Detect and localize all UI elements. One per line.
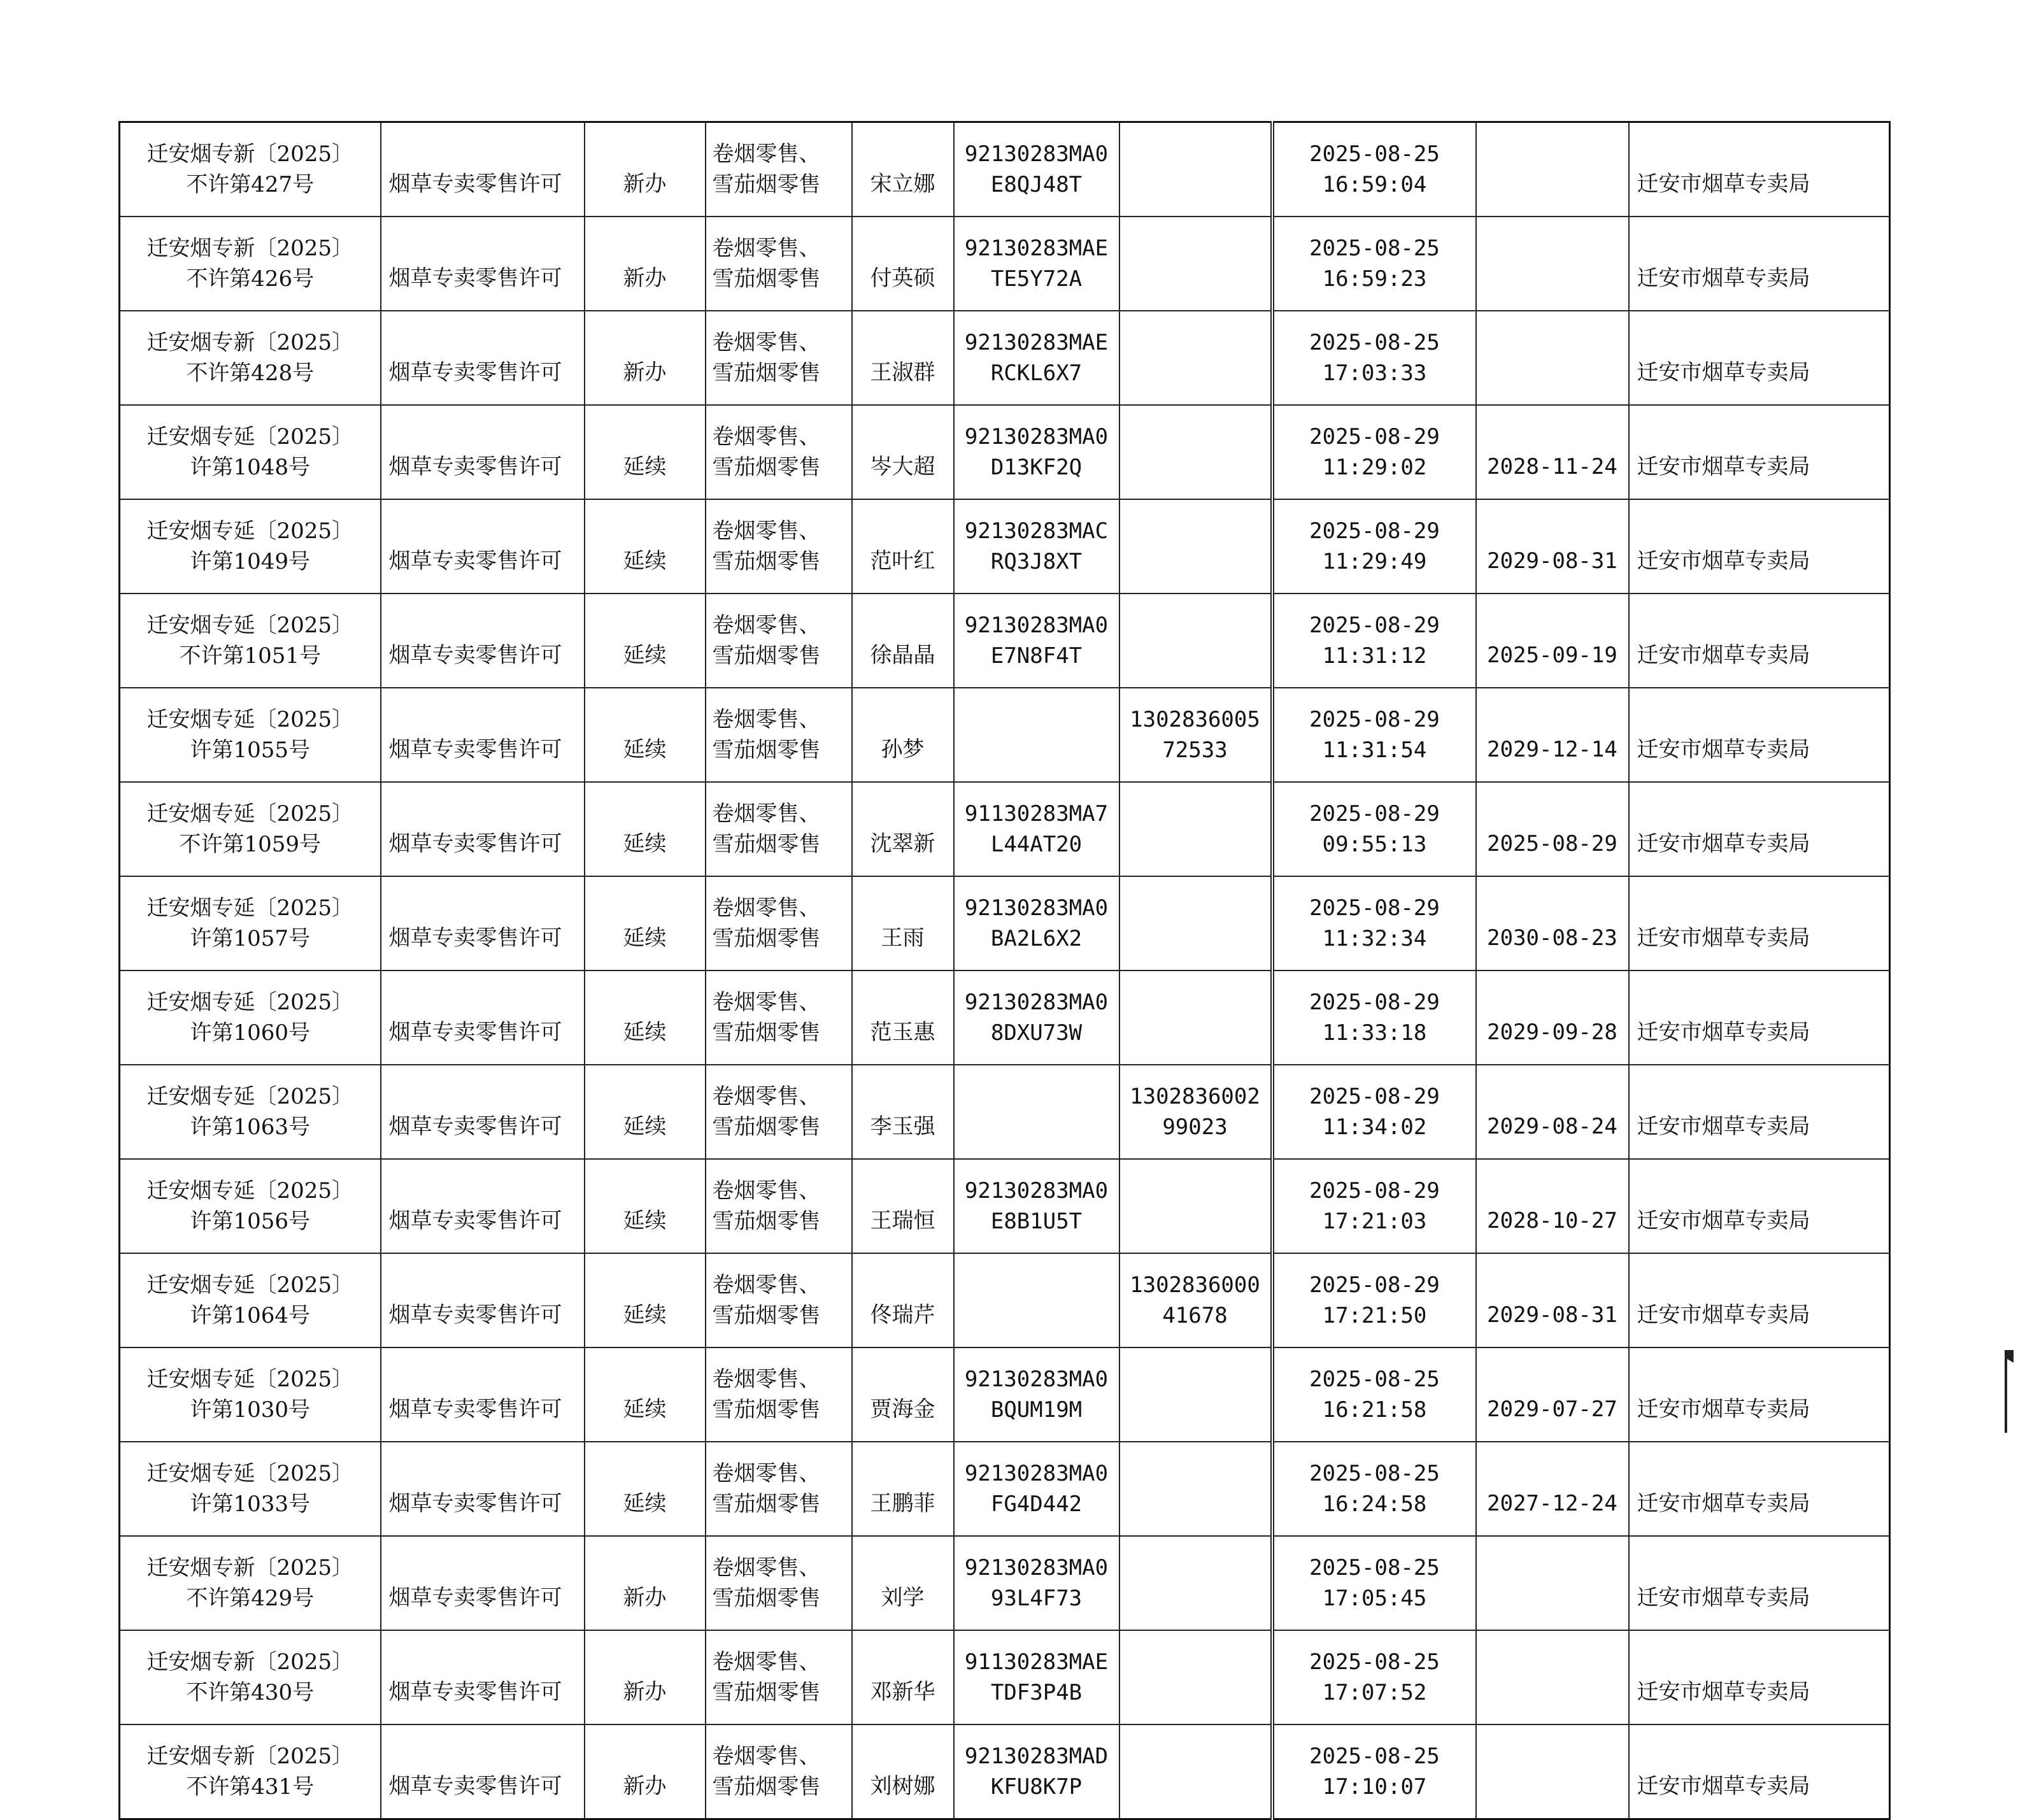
permit-type-cell: 延续 (585, 970, 706, 1065)
operator-name-cell: 王淑群 (852, 311, 954, 405)
issuing-authority-cell: 迁安市烟草专卖局 (1629, 688, 1890, 782)
license-number-cell: 迁安烟专延〔2025〕 许第1049号 (120, 499, 381, 594)
operator-name-cell: 孙梦 (852, 688, 954, 782)
decision-time-cell: 2025-08-29 11:32:34 (1272, 876, 1476, 970)
operator-name-cell: 范叶红 (852, 499, 954, 594)
decision-time-cell: 2025-08-25 17:05:45 (1272, 1536, 1476, 1630)
business-scope-cell: 卷烟零售、 雪茄烟零售 (706, 405, 852, 499)
issuing-authority-cell: 迁安市烟草专卖局 (1629, 1630, 1890, 1724)
table-row (120, 1159, 1890, 1253)
credit-code-cell: 92130283MA0 E7N8F4T (954, 594, 1119, 688)
id-number-cell: 1302836002 99023 (1119, 1065, 1272, 1159)
expiry-date-cell: 2025-09-19 (1476, 594, 1629, 688)
expiry-date-cell: 2029-08-31 (1476, 1253, 1629, 1347)
id-number-cell (1119, 217, 1272, 311)
permit-name-cell: 烟草专卖零售许可 (381, 311, 585, 405)
expiry-date-cell: 2027-12-24 (1476, 1442, 1629, 1536)
credit-code-cell: 92130283MAE TE5Y72A (954, 217, 1119, 311)
business-scope-cell: 卷烟零售、 雪茄烟零售 (706, 876, 852, 970)
issuing-authority-cell: 迁安市烟草专卖局 (1629, 122, 1890, 217)
permit-type-cell: 新办 (585, 122, 706, 217)
id-number-cell (1119, 594, 1272, 688)
permit-type-cell: 延续 (585, 1159, 706, 1253)
decision-time-cell: 2025-08-25 17:10:07 (1272, 1724, 1476, 1819)
issuing-authority-cell: 迁安市烟草专卖局 (1629, 405, 1890, 499)
operator-name-cell: 岑大超 (852, 405, 954, 499)
permit-table-container (118, 121, 1891, 1820)
table-row (120, 970, 1890, 1065)
decision-time-cell: 2025-08-25 17:07:52 (1272, 1630, 1476, 1724)
credit-code-cell: 92130283MAE RCKL6X7 (954, 311, 1119, 405)
permit-name-cell: 烟草专卖零售许可 (381, 876, 585, 970)
expiry-date-cell: 2030-08-23 (1476, 876, 1629, 970)
permit-name-cell: 烟草专卖零售许可 (381, 122, 585, 217)
issuing-authority-cell: 迁安市烟草专卖局 (1629, 782, 1890, 876)
license-number-cell: 迁安烟专新〔2025〕 不许第431号 (120, 1724, 381, 1819)
expiry-date-cell (1476, 311, 1629, 405)
operator-name-cell: 佟瑞芹 (852, 1253, 954, 1347)
id-number-cell (1119, 1536, 1272, 1630)
license-number-cell: 迁安烟专延〔2025〕 不许第1051号 (120, 594, 381, 688)
business-scope-cell: 卷烟零售、 雪茄烟零售 (706, 970, 852, 1065)
table-row (120, 1253, 1890, 1347)
table-row (120, 1724, 1890, 1819)
id-number-cell (1119, 1630, 1272, 1724)
decision-time-cell: 2025-08-29 17:21:03 (1272, 1159, 1476, 1253)
operator-name-cell: 徐晶晶 (852, 594, 954, 688)
credit-code-cell: 92130283MAC RQ3J8XT (954, 499, 1119, 594)
permit-table (118, 121, 1891, 1820)
operator-name-cell: 邓新华 (852, 1630, 954, 1724)
permit-type-cell: 新办 (585, 217, 706, 311)
issuing-authority-cell: 迁安市烟草专卖局 (1629, 1347, 1890, 1442)
expiry-date-cell: 2029-12-14 (1476, 688, 1629, 782)
decision-time-cell: 2025-08-29 11:29:49 (1272, 499, 1476, 594)
permit-type-cell: 延续 (585, 688, 706, 782)
operator-name-cell: 王鹏菲 (852, 1442, 954, 1536)
expiry-date-cell (1476, 217, 1629, 311)
license-number-cell: 迁安烟专延〔2025〕 许第1063号 (120, 1065, 381, 1159)
id-number-cell: 1302836005 72533 (1119, 688, 1272, 782)
credit-code-cell (954, 1065, 1119, 1159)
permit-name-cell: 烟草专卖零售许可 (381, 1347, 585, 1442)
permit-type-cell: 延续 (585, 1442, 706, 1536)
business-scope-cell: 卷烟零售、 雪茄烟零售 (706, 1347, 852, 1442)
table-row (120, 122, 1890, 217)
expiry-date-cell (1476, 1724, 1629, 1819)
issuing-authority-cell: 迁安市烟草专卖局 (1629, 217, 1890, 311)
business-scope-cell: 卷烟零售、 雪茄烟零售 (706, 1724, 852, 1819)
page-edge-mark (2002, 1350, 2016, 1433)
table-row (120, 1536, 1890, 1630)
credit-code-cell: 92130283MA0 D13KF2Q (954, 405, 1119, 499)
operator-name-cell: 贾海金 (852, 1347, 954, 1442)
permit-type-cell: 延续 (585, 876, 706, 970)
permit-name-cell: 烟草专卖零售许可 (381, 499, 585, 594)
permit-name-cell: 烟草专卖零售许可 (381, 405, 585, 499)
license-number-cell: 迁安烟专延〔2025〕 许第1056号 (120, 1159, 381, 1253)
decision-time-cell: 2025-08-29 11:31:12 (1272, 594, 1476, 688)
permit-type-cell: 延续 (585, 594, 706, 688)
permit-name-cell: 烟草专卖零售许可 (381, 594, 585, 688)
issuing-authority-cell: 迁安市烟草专卖局 (1629, 1253, 1890, 1347)
id-number-cell (1119, 876, 1272, 970)
operator-name-cell: 沈翠新 (852, 782, 954, 876)
expiry-date-cell: 2029-09-28 (1476, 970, 1629, 1065)
id-number-cell (1119, 970, 1272, 1065)
business-scope-cell: 卷烟零售、 雪茄烟零售 (706, 499, 852, 594)
license-number-cell: 迁安烟专延〔2025〕 许第1057号 (120, 876, 381, 970)
decision-time-cell: 2025-08-25 16:59:23 (1272, 217, 1476, 311)
credit-code-cell: 92130283MA0 FG4D442 (954, 1442, 1119, 1536)
id-number-cell (1119, 1347, 1272, 1442)
permit-type-cell: 新办 (585, 1630, 706, 1724)
expiry-date-cell (1476, 1536, 1629, 1630)
expiry-date-cell (1476, 1630, 1629, 1724)
license-number-cell: 迁安烟专新〔2025〕 不许第428号 (120, 311, 381, 405)
license-number-cell: 迁安烟专延〔2025〕 许第1033号 (120, 1442, 381, 1536)
permit-table-body (120, 122, 1890, 1819)
issuing-authority-cell: 迁安市烟草专卖局 (1629, 499, 1890, 594)
permit-name-cell: 烟草专卖零售许可 (381, 970, 585, 1065)
decision-time-cell: 2025-08-25 16:24:58 (1272, 1442, 1476, 1536)
issuing-authority-cell: 迁安市烟草专卖局 (1629, 876, 1890, 970)
operator-name-cell: 范玉惠 (852, 970, 954, 1065)
issuing-authority-cell: 迁安市烟草专卖局 (1629, 311, 1890, 405)
business-scope-cell: 卷烟零售、 雪茄烟零售 (706, 311, 852, 405)
license-number-cell: 迁安烟专延〔2025〕 许第1064号 (120, 1253, 381, 1347)
decision-time-cell: 2025-08-29 11:29:02 (1272, 405, 1476, 499)
id-number-cell (1119, 782, 1272, 876)
license-number-cell: 迁安烟专延〔2025〕 许第1060号 (120, 970, 381, 1065)
id-number-cell (1119, 1724, 1272, 1819)
business-scope-cell: 卷烟零售、 雪茄烟零售 (706, 688, 852, 782)
permit-type-cell: 新办 (585, 1536, 706, 1630)
operator-name-cell: 王雨 (852, 876, 954, 970)
operator-name-cell: 付英硕 (852, 217, 954, 311)
table-row (120, 499, 1890, 594)
credit-code-cell: 91130283MAE TDF3P4B (954, 1630, 1119, 1724)
decision-time-cell: 2025-08-29 17:21:50 (1272, 1253, 1476, 1347)
business-scope-cell: 卷烟零售、 雪茄烟零售 (706, 1536, 852, 1630)
business-scope-cell: 卷烟零售、 雪茄烟零售 (706, 1159, 852, 1253)
table-row (120, 1347, 1890, 1442)
permit-name-cell: 烟草专卖零售许可 (381, 782, 585, 876)
permit-type-cell: 延续 (585, 499, 706, 594)
license-number-cell: 迁安烟专延〔2025〕 许第1030号 (120, 1347, 381, 1442)
operator-name-cell: 刘学 (852, 1536, 954, 1630)
license-number-cell: 迁安烟专新〔2025〕 不许第427号 (120, 122, 381, 217)
expiry-date-cell: 2025-08-29 (1476, 782, 1629, 876)
table-row (120, 217, 1890, 311)
table-row (120, 876, 1890, 970)
permit-name-cell: 烟草专卖零售许可 (381, 1442, 585, 1536)
business-scope-cell: 卷烟零售、 雪茄烟零售 (706, 1253, 852, 1347)
permit-name-cell: 烟草专卖零售许可 (381, 1630, 585, 1724)
credit-code-cell: 92130283MA0 BQUM19M (954, 1347, 1119, 1442)
id-number-cell (1119, 122, 1272, 217)
permit-type-cell: 延续 (585, 1347, 706, 1442)
id-number-cell (1119, 405, 1272, 499)
issuing-authority-cell: 迁安市烟草专卖局 (1629, 970, 1890, 1065)
issuing-authority-cell: 迁安市烟草专卖局 (1629, 1442, 1890, 1536)
issuing-authority-cell: 迁安市烟草专卖局 (1629, 1065, 1890, 1159)
id-number-cell (1119, 311, 1272, 405)
issuing-authority-cell: 迁安市烟草专卖局 (1629, 1159, 1890, 1253)
expiry-date-cell: 2028-11-24 (1476, 405, 1629, 499)
permit-type-cell: 延续 (585, 1065, 706, 1159)
expiry-date-cell: 2029-07-27 (1476, 1347, 1629, 1442)
permit-type-cell: 延续 (585, 782, 706, 876)
operator-name-cell: 李玉强 (852, 1065, 954, 1159)
license-number-cell: 迁安烟专新〔2025〕 不许第430号 (120, 1630, 381, 1724)
credit-code-cell (954, 688, 1119, 782)
business-scope-cell: 卷烟零售、 雪茄烟零售 (706, 782, 852, 876)
table-row (120, 1442, 1890, 1536)
issuing-authority-cell: 迁安市烟草专卖局 (1629, 594, 1890, 688)
decision-time-cell: 2025-08-29 11:34:02 (1272, 1065, 1476, 1159)
permit-type-cell: 新办 (585, 1724, 706, 1819)
table-row (120, 1065, 1890, 1159)
permit-type-cell: 延续 (585, 405, 706, 499)
license-number-cell: 迁安烟专延〔2025〕 不许第1059号 (120, 782, 381, 876)
expiry-date-cell: 2029-08-31 (1476, 499, 1629, 594)
id-number-cell (1119, 1442, 1272, 1536)
operator-name-cell: 宋立娜 (852, 122, 954, 217)
decision-time-cell: 2025-08-29 11:33:18 (1272, 970, 1476, 1065)
decision-time-cell: 2025-08-25 16:21:58 (1272, 1347, 1476, 1442)
id-number-cell (1119, 1159, 1272, 1253)
business-scope-cell: 卷烟零售、 雪茄烟零售 (706, 1065, 852, 1159)
credit-code-cell: 92130283MA0 8DXU73W (954, 970, 1119, 1065)
decision-time-cell: 2025-08-29 09:55:13 (1272, 782, 1476, 876)
permit-name-cell: 烟草专卖零售许可 (381, 217, 585, 311)
table-row (120, 405, 1890, 499)
table-row (120, 1630, 1890, 1724)
table-row (120, 594, 1890, 688)
business-scope-cell: 卷烟零售、 雪茄烟零售 (706, 1442, 852, 1536)
license-number-cell: 迁安烟专延〔2025〕 许第1048号 (120, 405, 381, 499)
operator-name-cell: 刘树娜 (852, 1724, 954, 1819)
id-number-cell (1119, 499, 1272, 594)
table-row (120, 782, 1890, 876)
table-row (120, 688, 1890, 782)
permit-name-cell: 烟草专卖零售许可 (381, 1253, 585, 1347)
credit-code-cell: 91130283MA7 L44AT20 (954, 782, 1119, 876)
business-scope-cell: 卷烟零售、 雪茄烟零售 (706, 1630, 852, 1724)
license-number-cell: 迁安烟专延〔2025〕 许第1055号 (120, 688, 381, 782)
permit-name-cell: 烟草专卖零售许可 (381, 1065, 585, 1159)
expiry-date-cell: 2028-10-27 (1476, 1159, 1629, 1253)
permit-name-cell: 烟草专卖零售许可 (381, 1536, 585, 1630)
operator-name-cell: 王瑞恒 (852, 1159, 954, 1253)
issuing-authority-cell: 迁安市烟草专卖局 (1629, 1536, 1890, 1630)
license-number-cell: 迁安烟专新〔2025〕 不许第429号 (120, 1536, 381, 1630)
credit-code-cell (954, 1253, 1119, 1347)
credit-code-cell: 92130283MA0 BA2L6X2 (954, 876, 1119, 970)
credit-code-cell: 92130283MA0 E8B1U5T (954, 1159, 1119, 1253)
issuing-authority-cell: 迁安市烟草专卖局 (1629, 1724, 1890, 1819)
business-scope-cell: 卷烟零售、 雪茄烟零售 (706, 594, 852, 688)
id-number-cell: 1302836000 41678 (1119, 1253, 1272, 1347)
expiry-date-cell: 2029-08-24 (1476, 1065, 1629, 1159)
business-scope-cell: 卷烟零售、 雪茄烟零售 (706, 122, 852, 217)
permit-name-cell: 烟草专卖零售许可 (381, 688, 585, 782)
credit-code-cell: 92130283MA0 E8QJ48T (954, 122, 1119, 217)
credit-code-cell: 92130283MAD KFU8K7P (954, 1724, 1119, 1819)
expiry-date-cell (1476, 122, 1629, 217)
license-number-cell: 迁安烟专新〔2025〕 不许第426号 (120, 217, 381, 311)
permit-type-cell: 延续 (585, 1253, 706, 1347)
business-scope-cell: 卷烟零售、 雪茄烟零售 (706, 217, 852, 311)
decision-time-cell: 2025-08-25 16:59:04 (1272, 122, 1476, 217)
permit-type-cell: 新办 (585, 311, 706, 405)
decision-time-cell: 2025-08-25 17:03:33 (1272, 311, 1476, 405)
table-row (120, 311, 1890, 405)
decision-time-cell: 2025-08-29 11:31:54 (1272, 688, 1476, 782)
permit-name-cell: 烟草专卖零售许可 (381, 1159, 585, 1253)
permit-name-cell: 烟草专卖零售许可 (381, 1724, 585, 1819)
credit-code-cell: 92130283MA0 93L4F73 (954, 1536, 1119, 1630)
